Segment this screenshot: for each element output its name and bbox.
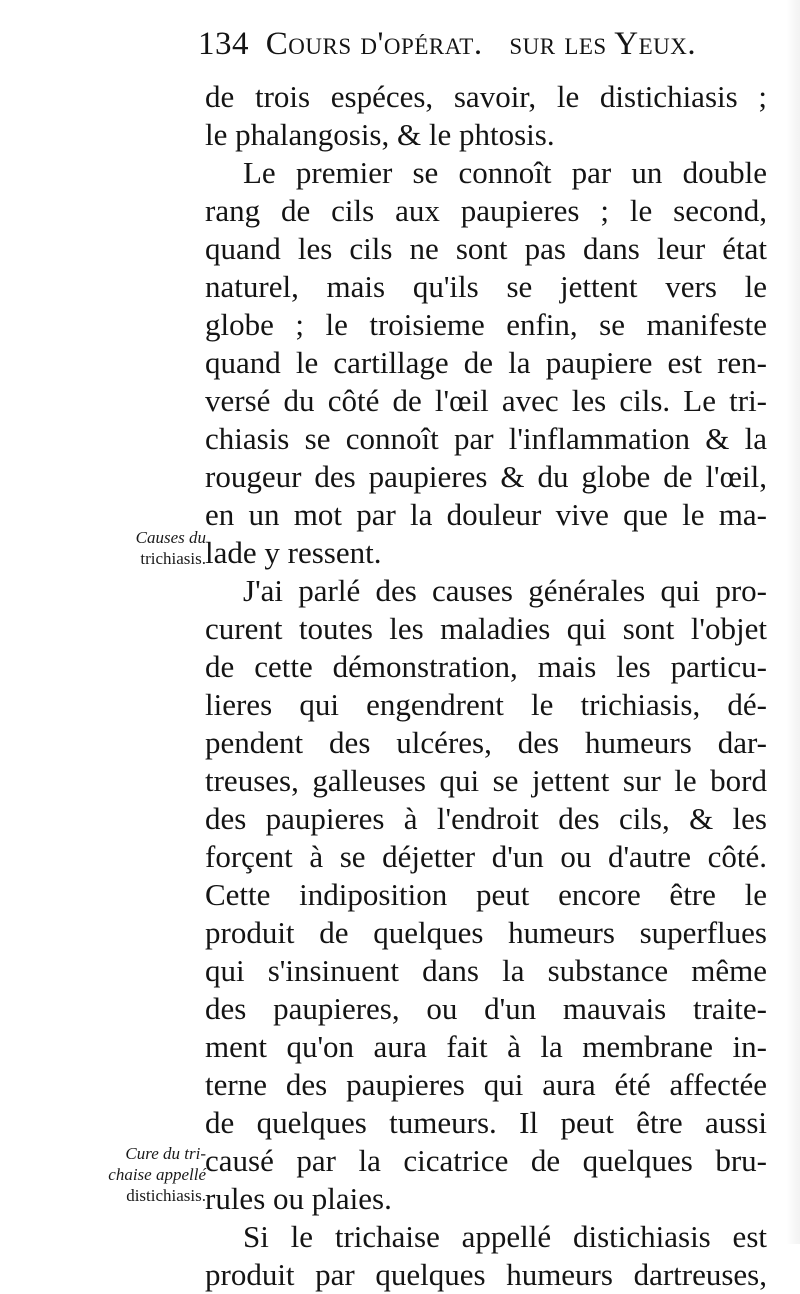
- text-line: quand le cartillage de la paupiere est ren-: [205, 345, 767, 380]
- text-line: versé du côté de l'œil avec les cils. Le tri-: [205, 383, 767, 418]
- text-line: quand les cils ne sont pas dans leur état: [205, 231, 767, 266]
- text-line: le phalangosis, & le phtosis.: [205, 117, 555, 152]
- text-line: en un mot par la douleur vive que le ma-: [205, 497, 767, 532]
- page-edge-shadow: [786, 0, 800, 1244]
- margin-note-line: distichiasis.: [126, 1186, 206, 1205]
- text-line: lade y ressent.: [205, 535, 382, 570]
- text-line: rang de cils aux paupieres ; le second,: [205, 193, 767, 228]
- text-line: produit de quelques humeurs superflues: [205, 915, 767, 950]
- text-line: pendent des ulcéres, des humeurs dar-: [205, 725, 767, 760]
- running-title-part-2: sur les Yeux.: [509, 26, 697, 62]
- text-line: treuses, galleuses qui se jettent sur le bord: [205, 763, 767, 798]
- text-line: causé par la cicatrice de quelques bru-: [205, 1143, 767, 1178]
- text-line: chiasis se connoît par l'inflammation & la: [205, 421, 767, 456]
- text-line: de quelques tumeurs. Il peut être aussi: [205, 1105, 767, 1140]
- text-line: lieres qui engendrent le trichiasis, dé-: [205, 687, 767, 722]
- text-line: globe ; le troisieme enfin, se manifeste: [205, 307, 767, 342]
- text-line: de cette démonstration, mais les particu-: [205, 649, 767, 684]
- text-line: ment qu'on aura fait à la membrane in-: [205, 1029, 767, 1064]
- margin-note-line: Causes du: [135, 528, 206, 547]
- text-line: des paupieres, ou d'un mauvais traite-: [205, 991, 767, 1026]
- text-line: rougeur des paupieres & du globe de l'œil,: [205, 459, 767, 494]
- text-line: des paupieres à l'endroit des cils, & les: [205, 801, 767, 836]
- text-line: Si le trichaise appellé distichiasis est: [243, 1219, 767, 1254]
- text-line: produit par quelques humeurs dartreuses,: [205, 1257, 767, 1292]
- text-line: terne des paupieres qui aura été affectée: [205, 1067, 767, 1102]
- margin-note-cure: [72, 1143, 206, 1206]
- running-title-part-1: Cours d'opérat.: [265, 26, 483, 62]
- page-number: 134: [198, 26, 249, 62]
- margin-note-line: Cure du tri-: [125, 1144, 206, 1163]
- text-line: Le premier se connoît par un double: [243, 155, 767, 190]
- text-line: de trois espéces, savoir, le distichiasis ;: [205, 79, 767, 114]
- text-line: Cette indiposition peut encore être le: [205, 877, 767, 912]
- text-line: rules ou plaies.: [205, 1181, 392, 1216]
- text-line: naturel, mais qu'ils se jettent vers le: [205, 269, 767, 304]
- text-line: forçent à se déjetter d'un ou d'autre côté.: [205, 839, 767, 874]
- text-line: curent toutes les maladies qui sont l'objet: [205, 611, 767, 646]
- running-head: [198, 26, 778, 72]
- text-line: qui s'insinuent dans la substance même: [205, 953, 767, 988]
- text-line: J'ai parlé des causes générales qui pro-: [243, 573, 767, 608]
- body-text: [205, 78, 767, 1294]
- margin-note-line: trichiasis.: [140, 549, 206, 568]
- margin-note-line: chaise appellé: [108, 1165, 206, 1184]
- margin-note-causes: [78, 527, 206, 569]
